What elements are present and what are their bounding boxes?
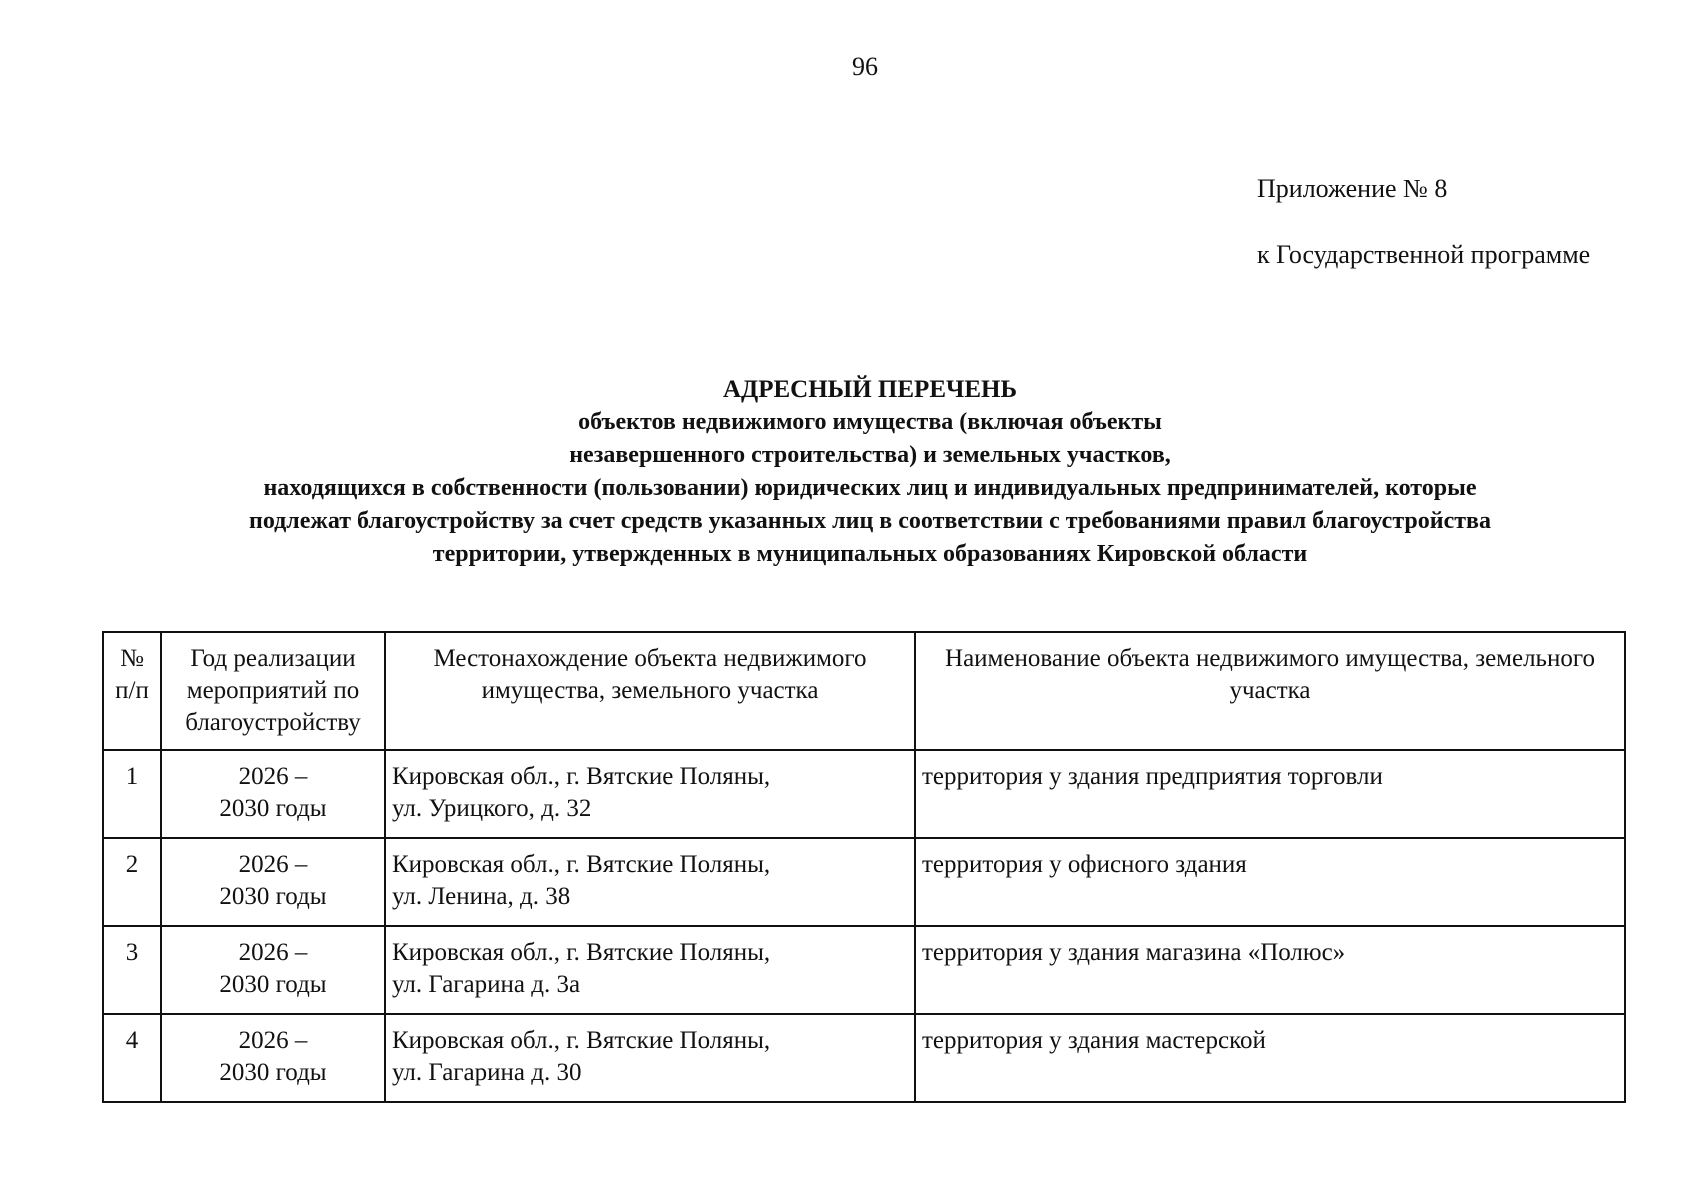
header-object-name: Наименование объекта недвижимого имущества, земельного участка — [915, 632, 1625, 750]
title-line: территории, утвержденных в муниципальных образованиях Кировской области — [432, 541, 1308, 567]
year-range-end: 2030 годы — [219, 1059, 327, 1086]
title-line: находящихся в собственности (пользовании) юридических лиц и индивидуальных предпринимателей, которые — [263, 475, 1477, 501]
address-list-table — [102, 631, 1626, 1103]
row-year — [161, 1014, 385, 1102]
title-main: АДРЕСНЫЙ ПЕРЕЧЕНЬ — [722, 376, 1017, 403]
location-street: ул. Урицкого, д. 32 — [392, 795, 592, 822]
location-region: Кировская обл., г. Вятские Поляны, — [392, 851, 771, 878]
header-number: № п/п — [103, 632, 161, 750]
location-street: ул. Гагарина д. 3а — [392, 971, 581, 998]
header-year: Год реализации мероприятий по благоустройству — [161, 632, 385, 750]
row-year — [161, 750, 385, 838]
year-range-start: 2026 – — [238, 763, 308, 790]
row-location — [385, 750, 915, 838]
table-header-row — [103, 632, 1625, 750]
year-range-end: 2030 годы — [219, 795, 327, 822]
row-object-name: территория у здания предприятия торговли — [915, 750, 1625, 838]
year-range-end: 2030 годы — [219, 883, 327, 910]
title-line: подлежат благоустройству за счет средств указанных лиц в соответствии с требованиями правил благоустройства — [249, 508, 1491, 534]
row-object-name: территория у офисного здания — [915, 838, 1625, 926]
table-row — [103, 926, 1625, 1014]
row-location — [385, 838, 915, 926]
table-row — [103, 750, 1625, 838]
year-range-end: 2030 годы — [219, 971, 327, 998]
row-object-name: территория у здания магазина «Полюс» — [915, 926, 1625, 1014]
row-year — [161, 926, 385, 1014]
location-region: Кировская обл., г. Вятские Поляны, — [392, 763, 771, 790]
year-range-start: 2026 – — [238, 851, 308, 878]
page-number: 96 — [852, 52, 878, 81]
location-region: Кировская обл., г. Вятские Поляны, — [392, 939, 771, 966]
table-row — [103, 838, 1625, 926]
row-year — [161, 838, 385, 926]
appendix-note — [1257, 170, 1590, 274]
appendix-reference: к Государственной программе — [1257, 240, 1591, 269]
row-location — [385, 1014, 915, 1102]
appendix-number: Приложение № 8 — [1257, 174, 1448, 203]
row-object-name: территория у здания мастерской — [915, 1014, 1625, 1102]
location-street: ул. Ленина, д. 38 — [392, 883, 571, 910]
row-number: 2 — [103, 838, 161, 926]
header-location: Местонахождение объекта недвижимого имущества, земельного участка — [385, 632, 915, 750]
row-number: 3 — [103, 926, 161, 1014]
year-range-start: 2026 – — [238, 939, 308, 966]
year-range-start: 2026 – — [238, 1027, 308, 1054]
title-line: объектов недвижимого имущества (включая объекты — [578, 409, 1162, 435]
table-row — [103, 1014, 1625, 1102]
location-region: Кировская обл., г. Вятские Поляны, — [392, 1027, 771, 1054]
location-street: ул. Гагарина д. 30 — [392, 1059, 582, 1086]
row-location — [385, 926, 915, 1014]
row-number: 4 — [103, 1014, 161, 1102]
title-line: незавершенного строительства) и земельных участков, — [569, 442, 1171, 468]
document-title — [120, 373, 1620, 571]
row-number: 1 — [103, 750, 161, 838]
